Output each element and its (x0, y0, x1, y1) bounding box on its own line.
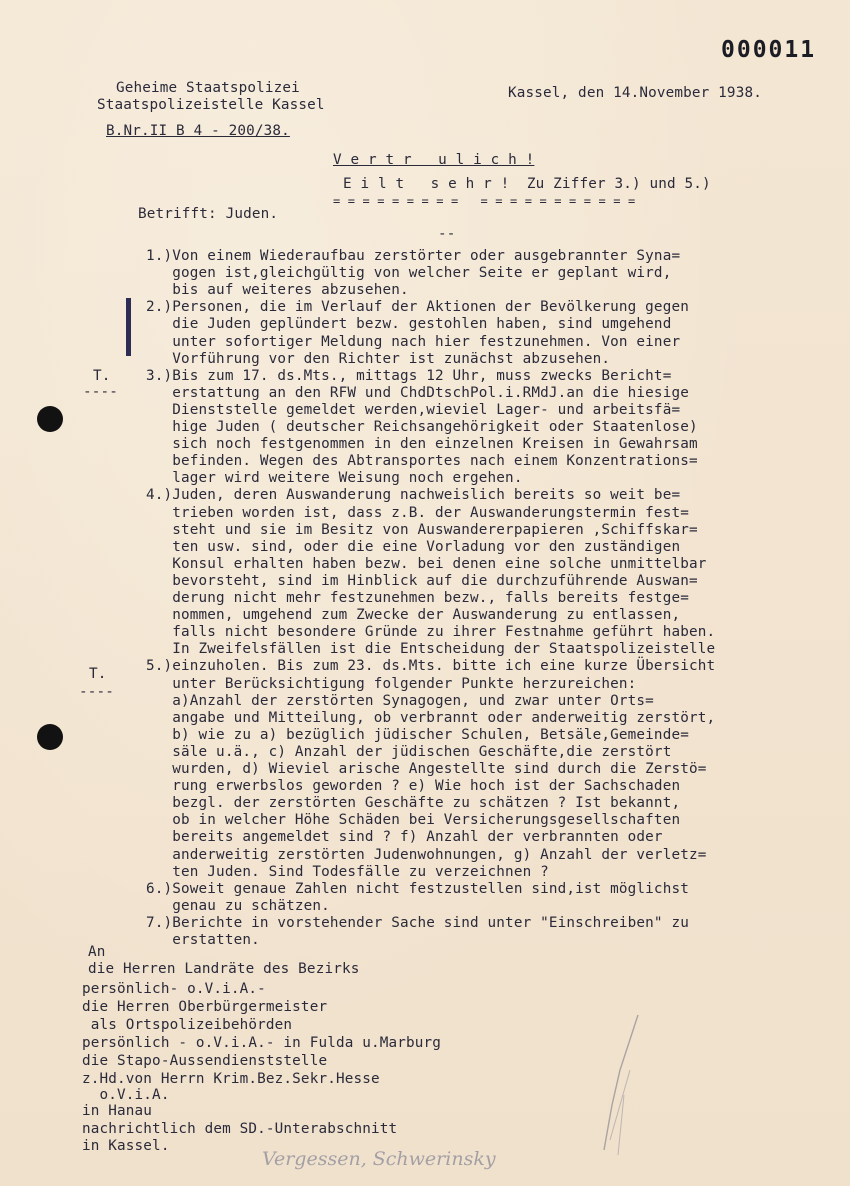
body-line: angabe und Mitteilung, ob verbrannt oder anderweitig zerstört, (146, 709, 716, 726)
body-line: bis auf weiteres abzusehen. (146, 282, 409, 299)
body-line: steht und sie im Besitz von Auswandererpapieren ,Schiffskar= (146, 521, 698, 538)
body-line: anderweitig zerstörten Judenwohnungen, g) Anzahl der verletz= (146, 846, 707, 863)
distribution-line: nachrichtlich dem SD.-Unterabschnitt (82, 1121, 398, 1137)
subject-separator: -- (438, 226, 456, 242)
distribution-line: in Hanau (82, 1103, 153, 1119)
body-line: ten Juden. Sind Todesfälle zu verzeichnen ? (146, 863, 549, 880)
body-line: sich noch festgenommen in den einzelnen Kreisen in Gewahrsam (146, 436, 698, 453)
urgent-underline: = = = = = = = = = = = = = = = = = = = = (333, 194, 636, 208)
agency-line-2: Staatspolizeistelle Kassel (97, 97, 325, 113)
body-line: derung nicht mehr festzunehmen bezw., falls bereits festge= (146, 590, 689, 606)
urgent-note: E i l t s e h r ! Zu Ziffer 3.) und 5.) (343, 176, 711, 192)
body-line: 4.)Juden, deren Auswanderung nachweislich bereits so weit be= (146, 487, 681, 504)
reference-number: B.Nr.II B 4 - 200/38. (106, 123, 290, 139)
body-line: b) wie zu a) bezüglich jüdischer Schulen, Betsäle,Gemeinde= (146, 726, 689, 743)
body-line: befinden. Wegen des Abtransportes nach einem Konzentrations= (146, 453, 698, 470)
body-line: säle u.ä., c) Anzahl der jüdischen Geschäfte,die zerstört (146, 743, 672, 760)
body-line: hige Juden ( deutscher Reichsangehörigkeit oder Staatenlose) (146, 419, 698, 435)
distribution-line: persönlich - o.V.i.A.- in Fulda u.Marburg (82, 1035, 442, 1051)
body-line: erstattung an den RFW und ChdDtschPol.i.RMdJ.an die hiesige (146, 384, 689, 401)
subject-line: Betrifft: Juden. (138, 206, 279, 222)
body-line: bezgl. der zerstörten Geschäfte zu schätzen ? Ist bekannt, (146, 795, 681, 812)
margin-mark-2: T. (89, 666, 107, 682)
margin-mark-1: T. (93, 368, 111, 384)
body-line: die Juden geplündert bezw. gestohlen haben, sind umgehend (146, 316, 672, 333)
body-line: ob in welcher Höhe Schäden bei Versicherungsgesellschaften (146, 812, 681, 829)
body-line: falls nicht besondere Gründe zu ihrer Festnahme geführt haben. (146, 624, 716, 641)
body-line: In Zweifelsfällen ist die Entscheidung der Staatspolizeistelle (146, 641, 716, 658)
body-line: trieben worden ist, dass z.B. der Auswanderungstermin fest= (146, 504, 689, 521)
body-line: bevorsteht, sind im Hinblick auf die durchzuführende Auswan= (146, 572, 698, 589)
body-line: a)Anzahl der zerstörten Synagogen, und zwar unter Orts= (146, 692, 654, 709)
body-line: rung erwerbslos geworden ? e) Wie hoch ist der Sachschaden (146, 778, 681, 795)
distribution-line: die Herren Landräte des Bezirks (88, 961, 360, 977)
place-date: Kassel, den 14.November 1938. (508, 85, 762, 101)
punch-hole-top (37, 406, 63, 432)
body-line: 5.)einzuholen. Bis zum 23. ds.Mts. bitte ich eine kurze Übersicht (146, 658, 716, 675)
body-line: bereits angemeldet sind ? f) Anzahl der verbrannten oder (146, 829, 663, 846)
body-line: Dienststelle gemeldet werden,wieviel Lager- und arbeitsfä= (146, 401, 681, 418)
confidential-stamp: V e r t r u l i c h ! (333, 152, 535, 168)
body-line: erstatten. (146, 932, 260, 948)
body-line: gogen ist,gleichgültig von welcher Seite er geplant wird, (146, 265, 672, 282)
distribution-line: die Herren Oberbürgermeister (82, 999, 328, 1015)
margin-mark-1-dash: ---- (83, 384, 119, 400)
body-line: 1.)Von einem Wiederaufbau zerstörter oder ausgebrannter Syna= (146, 248, 681, 264)
margin-mark-2-dash: ---- (79, 684, 115, 700)
body-line: unter sofortiger Meldung nach hier festzunehmen. Von einer (146, 333, 681, 350)
agency-line-1: Geheime Staatspolizei (116, 80, 300, 96)
body-line: 3.)Bis zum 17. ds.Mts., mittags 12 Uhr, muss zwecks Bericht= (146, 367, 672, 384)
distribution-line: in Kassel. (82, 1138, 170, 1154)
body-line: 7.)Berichte in vorstehender Sache sind unter "Einschreiben" zu (146, 914, 689, 931)
document-number: 000011 (721, 37, 817, 63)
body-line: 2.)Personen, die im Verlauf der Aktionen der Bevölkerung gegen (146, 299, 689, 316)
body-line: lager wird weitere Weisung noch ergehen. (146, 470, 523, 487)
body-line: nommen, umgehend zum Zwecke der Auswanderung zu entlassen, (146, 607, 681, 624)
body-line: unter Berücksichtigung folgender Punkte herzureichen: (146, 675, 637, 692)
punch-hole-bottom (37, 724, 63, 750)
distribution-line: als Ortspolizeibehörden (82, 1017, 293, 1033)
body-line: Vorführung vor den Richter ist zunächst abzusehen. (146, 350, 611, 367)
margin-marker-bar (126, 298, 131, 356)
distribution-line: persönlich- o.V.i.A.- (82, 981, 266, 997)
body-line: wurden, d) Wieviel arische Angestellte sind durch die Zerstö= (146, 761, 707, 777)
distribution-line: An (88, 944, 106, 960)
body-line: 6.)Soweit genaue Zahlen nicht festzustellen sind,ist möglichst (146, 880, 689, 897)
handwritten-stroke (590, 1010, 650, 1160)
body-line: Konsul erhalten haben bezw. bei denen eine solche unmittelbar (146, 555, 707, 572)
pencil-signature: Vergessen, Schwerinsky (262, 1148, 496, 1170)
body-line: genau zu schätzen. (146, 897, 330, 914)
distribution-line: die Stapo-Aussendienststelle (82, 1053, 328, 1069)
body-line: ten usw. sind, oder die eine Vorladung vor den zuständigen (146, 538, 681, 555)
distribution-line: o.V.i.A. (82, 1087, 170, 1103)
distribution-line: z.Hd.von Herrn Krim.Bez.Sekr.Hesse (82, 1071, 380, 1087)
